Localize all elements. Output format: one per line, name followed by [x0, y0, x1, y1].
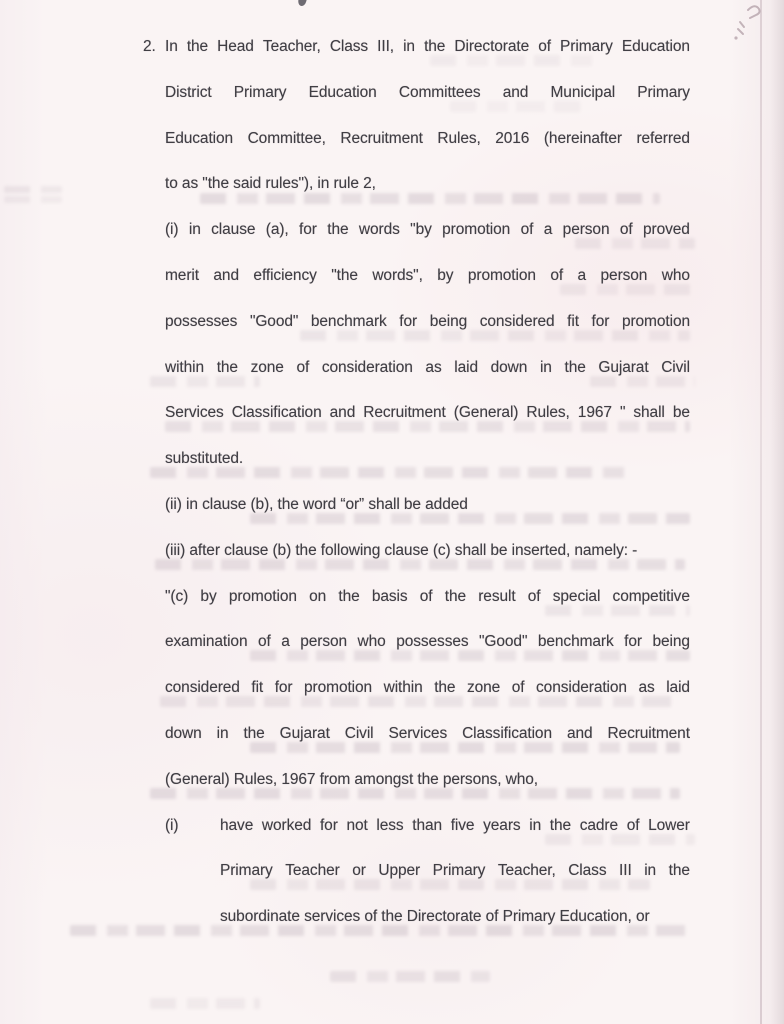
document-line [165, 482, 690, 528]
document-line [165, 390, 690, 436]
document-line [165, 848, 690, 894]
bleedthrough-text [4, 186, 62, 193]
document-line [165, 619, 690, 665]
line-text: "(c) by promotion on the basis of the result of special competitive [165, 587, 690, 605]
page-fold-line [760, 0, 762, 1024]
document-line [165, 528, 690, 574]
list-marker: 2. [143, 38, 156, 55]
document-line [165, 253, 690, 299]
line-text: Services Classification and Recruitment (General) Rules, 1967 " shall be [165, 404, 690, 422]
handwritten-mark-icon [706, 2, 772, 50]
line-text: merit and efficiency "the words", by promotion of a person who [165, 266, 690, 284]
bleedthrough-text [330, 971, 490, 982]
line-text: to as "the said rules"), in rule 2, [165, 175, 376, 193]
document-line [165, 345, 690, 391]
document-line [165, 70, 690, 116]
line-text: Primary Teacher or Upper Primary Teacher, Class III in the [220, 862, 690, 880]
document-line [165, 711, 690, 757]
document-line [165, 207, 690, 253]
document-line [165, 299, 690, 345]
document-line [165, 894, 690, 940]
line-text: substituted. [165, 450, 244, 468]
line-text: possesses "Good" benchmark for being considered fit for promotion [165, 312, 690, 330]
document-line [165, 116, 690, 162]
line-text: (i) in clause (a), for the words "by promotion of a person of proved [165, 221, 690, 239]
line-text: In the Head Teacher, Class III, in the Directorate of Primary Education [165, 38, 690, 55]
document-line [165, 574, 690, 620]
line-text: have worked for not less than five years in the cadre of Lower [220, 816, 690, 834]
document-line [165, 757, 690, 803]
line-text: within the zone of consideration as laid down in the Gujarat Civil [165, 358, 690, 376]
line-text: (General) Rules, 1967 from amongst the persons, who, [165, 770, 539, 788]
line-text: Education Committee, Recruitment Rules, 2016 (hereinafter referred [165, 129, 690, 147]
line-text: considered fit for promotion within the zone of consideration as laid [165, 679, 690, 697]
page-edge-shadow [770, 0, 784, 1024]
line-text: (iii) after clause (b) the following clause (c) shall be inserted, namely: - [165, 541, 638, 559]
line-text: examination of a person who possesses "Good" benchmark for being [165, 633, 690, 651]
document-line [143, 24, 690, 70]
list-marker: (i) [165, 816, 179, 834]
line-text: down in the Gujarat Civil Services Classification and Recruitment [165, 724, 690, 742]
document-line [165, 436, 690, 482]
document-line [165, 803, 690, 849]
ink-dot-icon [297, 0, 307, 7]
line-text: District Primary Education Committees and Municipal Primary [165, 83, 690, 101]
document-text [143, 24, 690, 940]
line-text: (ii) in clause (b), the word “or” shall be added [165, 495, 468, 513]
bleedthrough-text [150, 998, 260, 1009]
document-line [165, 161, 690, 207]
bleedthrough-text [4, 196, 62, 203]
line-text: subordinate services of the Directorate of Primary Education, or [220, 908, 650, 926]
document-line [165, 665, 690, 711]
